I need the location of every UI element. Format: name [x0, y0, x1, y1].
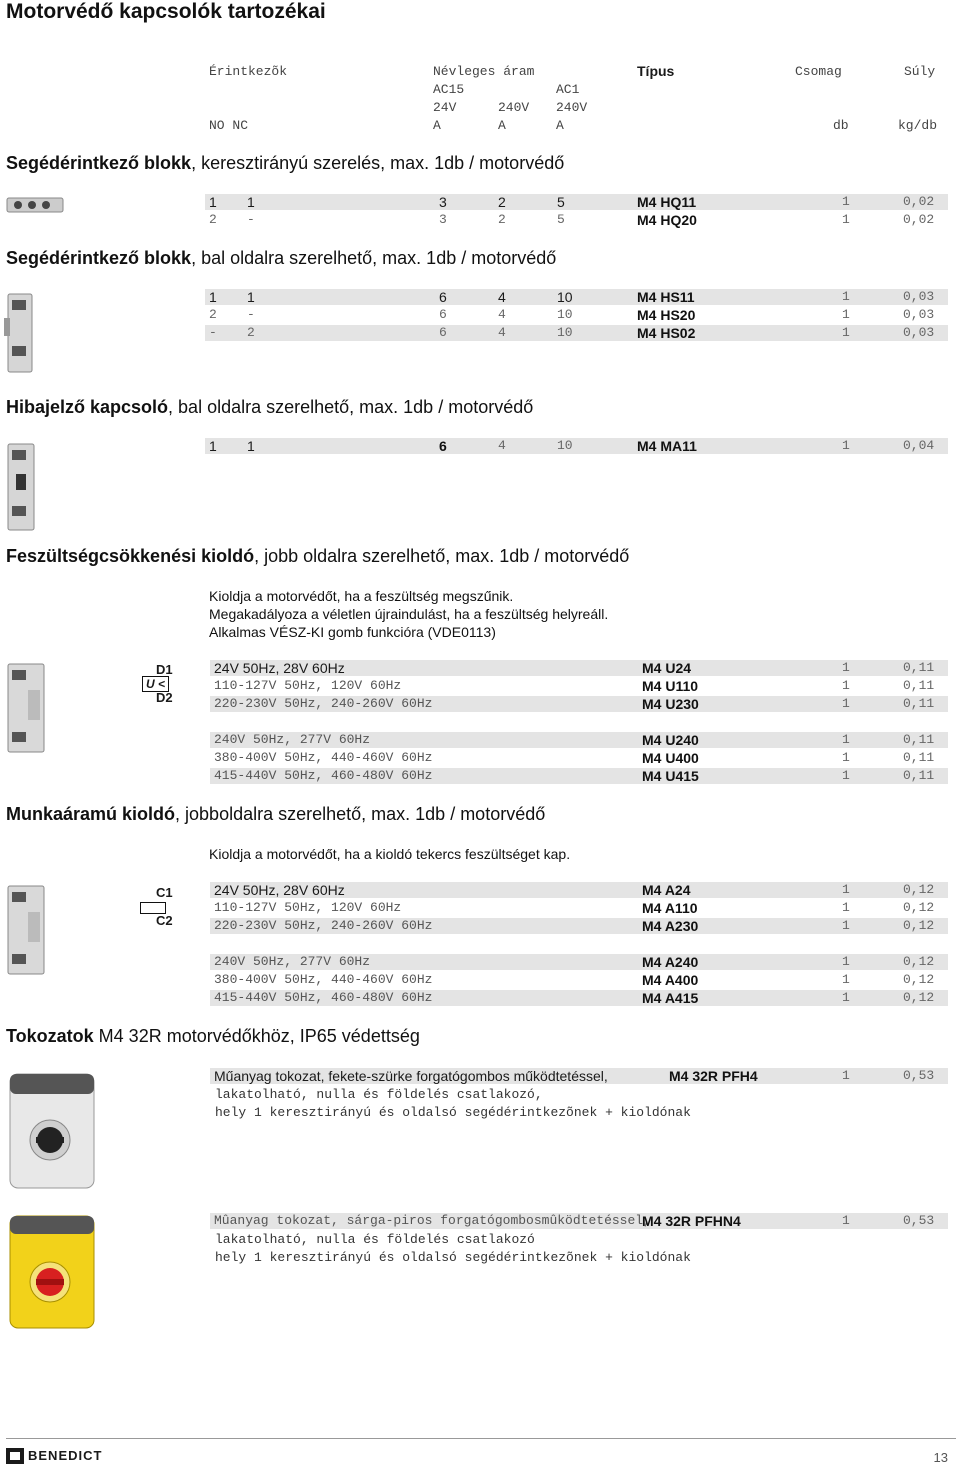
section-heading-shunt-release: Munkaáramú kioldó, jobboldalra szerelhető, max. 1db / motorvédő: [6, 804, 546, 824]
page-number: 13: [933, 1450, 948, 1465]
table-row: 1 1 3 2 5 M4 HQ11 1 0,02: [205, 194, 948, 210]
section-heading-enclosures: Tokozatok M4 32R motorvédőkhöz, IP65 védettség: [6, 1026, 420, 1046]
header-unit-kgdb: kg/db: [898, 118, 938, 133]
table-row: 240V 50Hz, 277V 60Hz M4 U240 1 0,11: [210, 732, 948, 748]
enclosure-desc-line3: hely 1 keresztirányú és oldalsó segédérintkezõnek + kioldónak: [215, 1250, 691, 1265]
table-row: 24V 50Hz, 28V 60Hz M4 U24 1 0,11: [210, 660, 948, 676]
table-row: 220-230V 50Hz, 240-260V 60Hz M4 A230 1 0,12: [210, 918, 948, 934]
table-row: 220-230V 50Hz, 240-260V 60Hz M4 U230 1 0,11: [210, 696, 948, 712]
undervoltage-symbol-coil: U <: [142, 676, 169, 692]
shunt-symbol-top: C1: [156, 885, 173, 900]
table-row: 415-440V 50Hz, 460-480V 60Hz M4 U415 1 0,11: [210, 768, 948, 784]
header-240v-b: 240V: [556, 100, 588, 115]
undervoltage-note-1: Kioldja a motorvédőt, ha a feszültség megszűnik.: [209, 588, 514, 604]
section-heading-left-aux: Segédérintkező blokk, bal oldalra szerelhető, max. 1db / motorvédő: [6, 248, 557, 268]
header-rated-current: Névleges áram: [433, 64, 535, 79]
table-row: Műanyag tokozat, fekete-szürke forgatógombos működtetéssel, M4 32R PFH4 1 0,53: [210, 1068, 948, 1084]
undervoltage-release-image: [4, 660, 48, 756]
table-row: 2 - 3 2 5 M4 HQ20 1 0,02: [209, 212, 935, 228]
shunt-symbol-bottom: C2: [156, 913, 173, 928]
section-heading-undervoltage-release: Feszültségcsökkenési kioldó, jobb oldalra szerelhető, max. 1db / motorvédő: [6, 546, 630, 566]
table-row: 380-400V 50Hz, 440-460V 60Hz M4 U400 1 0,11: [214, 750, 935, 766]
header-unit-a3: A: [556, 118, 564, 133]
undervoltage-note-2: Megakadályoza a véletlen újraindulást, ha a feszültség helyreáll.: [209, 606, 609, 622]
table-row: 24V 50Hz, 28V 60Hz M4 A24 1 0,12: [210, 882, 948, 898]
header-type: Típus: [637, 63, 675, 79]
table-row: 415-440V 50Hz, 460-480V 60Hz M4 A415 1 0,12: [210, 990, 948, 1006]
shunt-release-note: Kioldja a motorvédőt, ha a kioldó tekercs feszültséget kap.: [209, 846, 571, 862]
table-row: Mûanyag tokozat, sárga-piros forgatógombosmûködtetéssel, M4 32R PFHN4 1 0,53: [210, 1213, 948, 1229]
enclosure-desc-line3: hely 1 keresztirányú és oldalsó segédérintkezõnek + kioldónak: [215, 1105, 691, 1120]
header-package: Csomag: [795, 64, 842, 79]
header-unit-a2: A: [498, 118, 506, 133]
shunt-release-image: [4, 882, 48, 978]
enclosure-desc-line2: lakatolható, nulla és földelés csatlakozó,: [215, 1087, 543, 1102]
footer-divider: [6, 1438, 956, 1439]
undervoltage-symbol-bottom: D2: [156, 690, 173, 705]
benedict-logo: BENEDICT: [6, 1447, 106, 1465]
header-contacts: Érintkezõk: [209, 64, 288, 79]
table-row: 1 1 6 4 10 M4 MA11 1 0,04: [205, 438, 948, 454]
enclosure-grey-image: [6, 1070, 98, 1192]
undervoltage-note-3: Alkalmas VÉSZ-KI gomb funkcióra (VDE0113): [209, 624, 496, 640]
header-240v-a: 240V: [498, 100, 530, 115]
aux-block-transverse-image: [6, 196, 64, 214]
undervoltage-symbol-top: D1: [156, 662, 173, 677]
enclosure-yellow-image: [6, 1212, 98, 1332]
table-row: 110-127V 50Hz, 120V 60Hz M4 A110 1 0,12: [214, 900, 935, 916]
section-heading-transverse-aux: Segédérintkező blokk, keresztirányú szerelés, max. 1db / motorvédő: [6, 153, 565, 173]
page-title: Motorvédő kapcsolók tartozékai: [6, 0, 326, 23]
aux-block-left-image: [4, 290, 38, 376]
header-24v: 24V: [433, 100, 457, 115]
table-row: 240V 50Hz, 277V 60Hz M4 A240 1 0,12: [210, 954, 948, 970]
fault-switch-image: [4, 440, 38, 534]
header-unit-a1: A: [433, 118, 441, 133]
table-row: 2 - 6 4 10 M4 HS20 1 0,03: [209, 307, 935, 323]
header-unit-db: db: [833, 118, 849, 133]
table-row: 1 1 6 4 10 M4 HS11 1 0,03: [205, 289, 948, 305]
table-row: - 2 6 4 10 M4 HS02 1 0,03: [205, 325, 948, 341]
header-ac15: AC15: [433, 82, 465, 97]
header-weight: Súly: [904, 64, 936, 79]
header-no-nc: NO NC: [209, 118, 249, 133]
enclosure-desc-line2: lakatolható, nulla és földelés csatlakozó: [215, 1232, 535, 1247]
table-row: 380-400V 50Hz, 440-460V 60Hz M4 A400 1 0,12: [214, 972, 935, 988]
header-ac1: AC1: [556, 82, 580, 97]
table-row: 110-127V 50Hz, 120V 60Hz M4 U110 1 0,11: [214, 678, 935, 694]
section-heading-fault-switch: Hibajelző kapcsoló, bal oldalra szerelhető, max. 1db / motorvédő: [6, 397, 534, 417]
